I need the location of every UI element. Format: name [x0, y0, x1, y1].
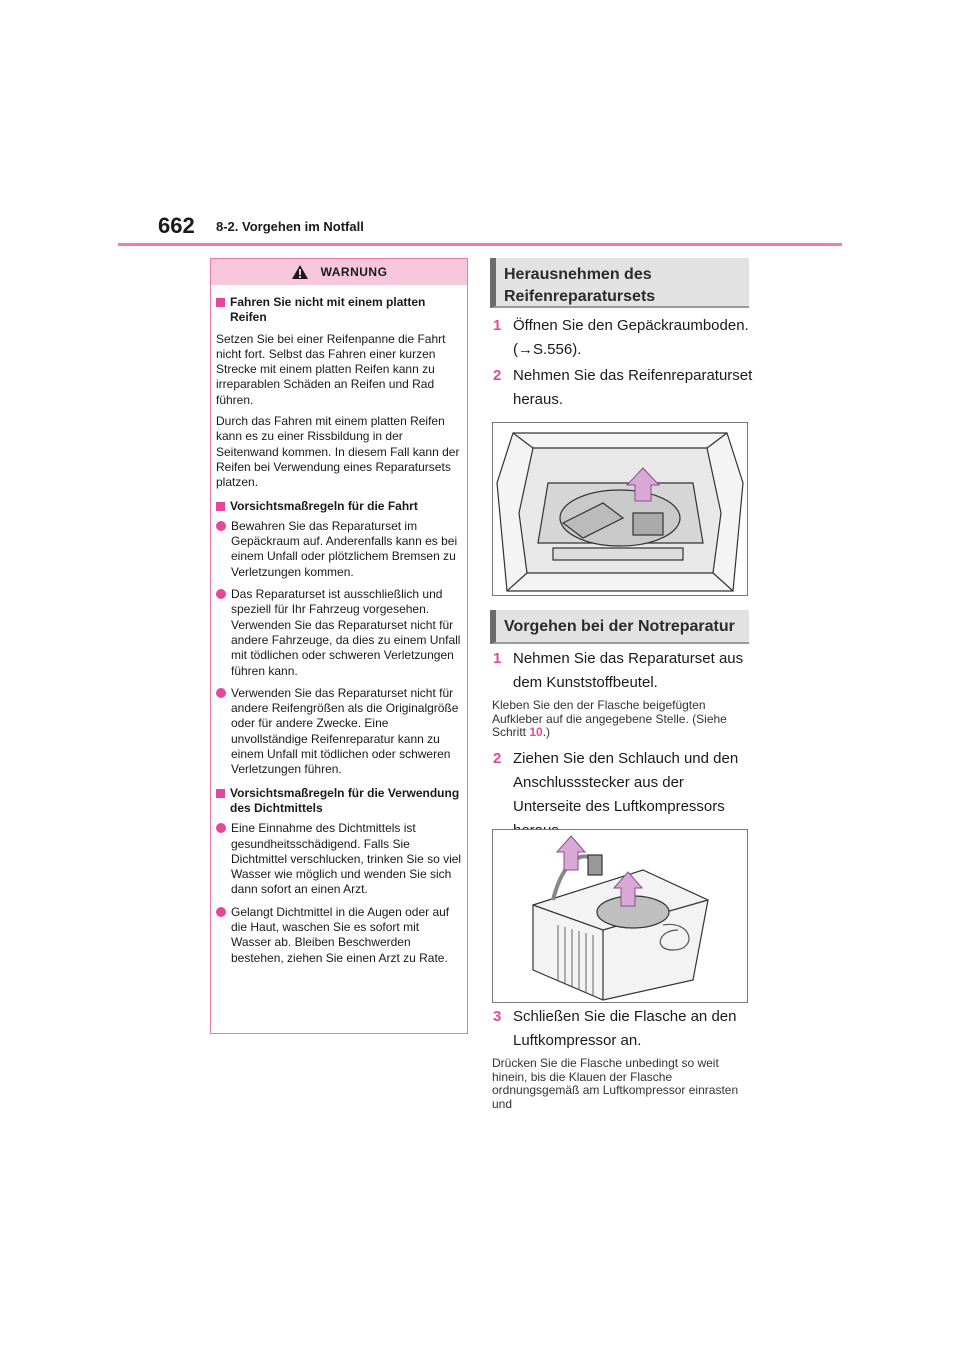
section-heading-remove-kit: Herausnehmen des Reifenreparatursets	[490, 258, 749, 308]
round-bullet-icon	[216, 823, 226, 833]
warning-paragraph: Setzen Sie bei einer Reifenpanne die Fahrt nicht fort. Selbst das Fahren einer kurzen Strecke mit einem platten Reifen kann zu irreparablen Schäden an Reifen und Rad führen.	[216, 331, 446, 407]
step-item	[493, 647, 755, 695]
round-bullet-icon	[216, 688, 226, 698]
step-item	[493, 364, 755, 412]
step-text: Öffnen Sie den Gepäckraumboden. (→S.556).	[513, 317, 749, 358]
step-note: Drücken Sie die Flasche unbedingt so weit hinein, bis die Klauen der Flasche ordnungsgemäß am Luftkompressor einrasten und	[492, 1056, 739, 1111]
warning-bullet: Bewahren Sie das Reparaturset im Gepäckraum auf. Anderenfalls kann es bei einem Unfall oder plötzlichem Bremsen zu Verletzungen kommen.	[216, 519, 462, 580]
step-number: 2	[493, 367, 502, 384]
warning-bullet: Das Reparaturset ist ausschließlich und speziell für Ihr Fahrzeug vorgesehen. Verwenden Sie das Reparaturset nicht für andere Fahrzeuge, da dies zu einem Unfall mit tödlichen oder schweren Verletzungen führen kann.	[216, 587, 462, 679]
warning-body	[211, 285, 467, 966]
header-rule	[118, 243, 842, 246]
round-bullet-icon	[216, 907, 226, 917]
warning-bullet: Verwenden Sie das Reparaturset nicht für andere Reifengrößen als die Originalgröße oder für andere Zwecke. Eine unvollständige Reifenreparatur kann zu einem Unfall mit tödlichen oder schweren Verletzungen führen.	[216, 686, 462, 778]
warning-box	[210, 258, 468, 1034]
page-number: 662	[158, 213, 195, 238]
section-title: 8-2. Vorgehen im Notfall	[216, 219, 364, 234]
compressor-illustration	[492, 829, 748, 1003]
step-item	[493, 1005, 755, 1053]
warning-header	[211, 259, 467, 285]
warning-title: WARNUNG	[320, 265, 388, 279]
step-reference: 10	[529, 725, 543, 739]
warning-heading: Vorsichtsmaßregeln für die Fahrt	[216, 499, 462, 514]
step-item	[493, 314, 755, 362]
step-number: 2	[493, 750, 502, 767]
step-note: Kleben Sie den der Flasche beigefügten Aufkleber auf die angegebene Stelle. (Siehe Schritt 10.)	[492, 698, 727, 739]
step-number: 1	[493, 650, 502, 667]
step-text: Nehmen Sie das Reparaturset aus dem Kunststoffbeutel.	[513, 650, 744, 691]
round-bullet-icon	[216, 589, 226, 599]
step-text: Nehmen Sie das Reifenreparaturset heraus.	[513, 367, 753, 408]
round-bullet-icon	[216, 521, 226, 531]
step-number: 3	[493, 1008, 502, 1025]
trunk-illustration	[492, 422, 748, 596]
square-bullet-icon	[216, 298, 225, 307]
step-text: Schließen Sie die Flasche an den Luftkompressor an.	[513, 1008, 737, 1049]
warning-heading: Fahren Sie nicht mit einem platten Reifen	[216, 295, 462, 326]
square-bullet-icon	[216, 789, 225, 798]
square-bullet-icon	[216, 502, 225, 511]
warning-bullet: Gelangt Dichtmittel in die Augen oder auf die Haut, waschen Sie es sofort mit Wasser ab. Bleiben Beschwerden bestehen, ziehen Sie einen Arzt zu Rate.	[216, 905, 462, 966]
warning-bullet: Eine Einnahme des Dichtmittels ist gesundheitsschädigend. Falls Sie Dichtmittel verschlucken, trinken Sie so viel Wasser wie möglich und wenden Sie sich dann sofort an einen Arzt.	[216, 821, 462, 897]
step-text: Ziehen Sie den Schlauch und den Anschlussstecker aus der Unterseite des Luftkompressors	[513, 750, 739, 815]
up-arrow-icon	[557, 836, 585, 870]
section-heading-emergency-repair: Vorgehen bei der Notreparatur	[490, 610, 749, 644]
warning-triangle-icon	[291, 264, 309, 280]
warning-paragraph: Durch das Fahren mit einem platten Reifen kann es zu einer Rissbildung in der Seitenwand kommen. In diesem Fall kann der Reifen bei Verwendung eines Reparatursets platzen.	[216, 414, 460, 490]
warning-heading: Vorsichtsmaßregeln für die Verwendung des Dichtmittels	[216, 786, 462, 817]
step-number: 1	[493, 317, 502, 334]
